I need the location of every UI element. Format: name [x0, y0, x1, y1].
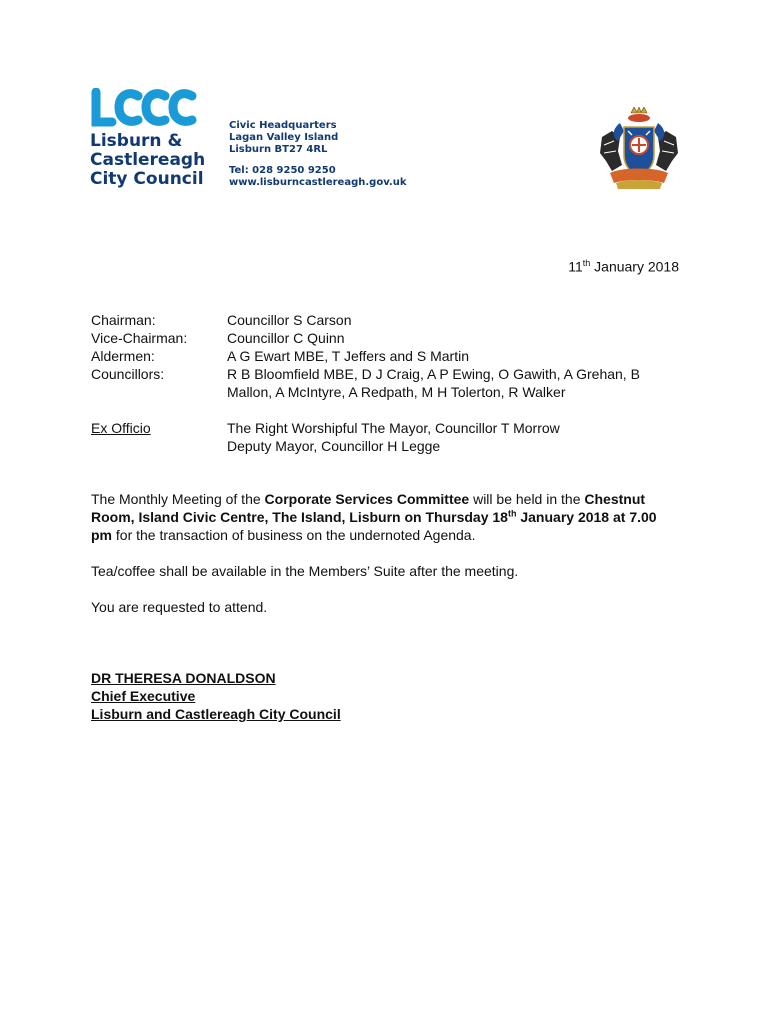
logo-line: City Council — [90, 169, 204, 189]
member-role: Vice-Chairman: — [91, 330, 188, 346]
coat-of-arms-icon — [598, 107, 680, 192]
phone-line: Tel: 028 9250 9250 — [229, 165, 336, 176]
notice-text: The Monthly Meeting of the — [91, 491, 265, 507]
member-row — [91, 329, 677, 347]
member-names: Councillor C Quinn — [227, 330, 345, 346]
date-month-year: January 2018 — [590, 258, 679, 275]
address-line: Civic Headquarters — [229, 120, 337, 131]
venue-text: Chestnut Room, Island Civic Centre, The Island, Lisburn on Thursday 18 — [91, 491, 646, 525]
venue-date-suffix: th — [507, 508, 517, 519]
letter-date — [568, 258, 679, 275]
member-row — [91, 365, 677, 401]
member-row — [91, 311, 677, 329]
attendance-request: You are requested to attend. — [91, 599, 268, 615]
logo-line: Castlereagh — [90, 150, 206, 170]
member-role: Councillors: — [91, 366, 165, 382]
signatory-title: Chief Executive — [91, 688, 196, 704]
meeting-notice — [91, 490, 671, 544]
member-role: Chairman: — [91, 312, 156, 328]
signatory-name: DR THERESA DONALDSON — [91, 670, 276, 686]
committee-name: Corporate Services Committee — [264, 491, 470, 507]
address-block — [229, 120, 406, 189]
refreshments-note: Tea/coffee shall be available in the Members’ Suite after the meeting. — [91, 563, 519, 579]
ex-officio-line: The Right Worshipful The Mayor, Councillor T Morrow — [227, 420, 560, 436]
meeting-time: January 2018 at 7.00 pm — [91, 509, 657, 543]
ex-officio-line: Deputy Mayor, Councillor H Legge — [227, 438, 441, 454]
ex-officio-names — [227, 419, 677, 455]
notice-text: for the transaction of business on the undernoted Agenda. — [112, 527, 476, 543]
member-role: Aldermen: — [91, 348, 155, 364]
member-row — [91, 347, 677, 365]
address-line: Lagan Valley Island — [229, 132, 339, 143]
lccc-logo-icon — [90, 88, 200, 128]
committee-membership — [91, 311, 677, 455]
notice-text: will be held in the — [469, 491, 585, 507]
website-line: www.lisburncastlereagh.gov.uk — [229, 177, 407, 188]
council-logo-text — [90, 132, 205, 189]
address-line: Lisburn BT27 4RL — [229, 144, 328, 155]
ex-officio-row — [91, 419, 677, 455]
member-names: A G Ewart MBE, T Jeffers and S Martin — [227, 348, 469, 364]
member-names: Councillor S Carson — [227, 312, 352, 328]
date-suffix: th — [582, 258, 591, 268]
signatory-organisation: Lisburn and Castlereagh City Council — [91, 706, 341, 722]
member-names: R B Bloomfield MBE, D J Craig, A P Ewing, O Gawith, A Grehan, B Mallon, A McIntyre, A Redpath, M H Tolerton, R Walker — [227, 366, 640, 400]
logo-line: Lisburn & — [90, 131, 183, 151]
signature-block — [91, 669, 341, 723]
ex-officio-label: Ex Officio — [91, 420, 151, 436]
date-day: 11 — [568, 258, 583, 275]
